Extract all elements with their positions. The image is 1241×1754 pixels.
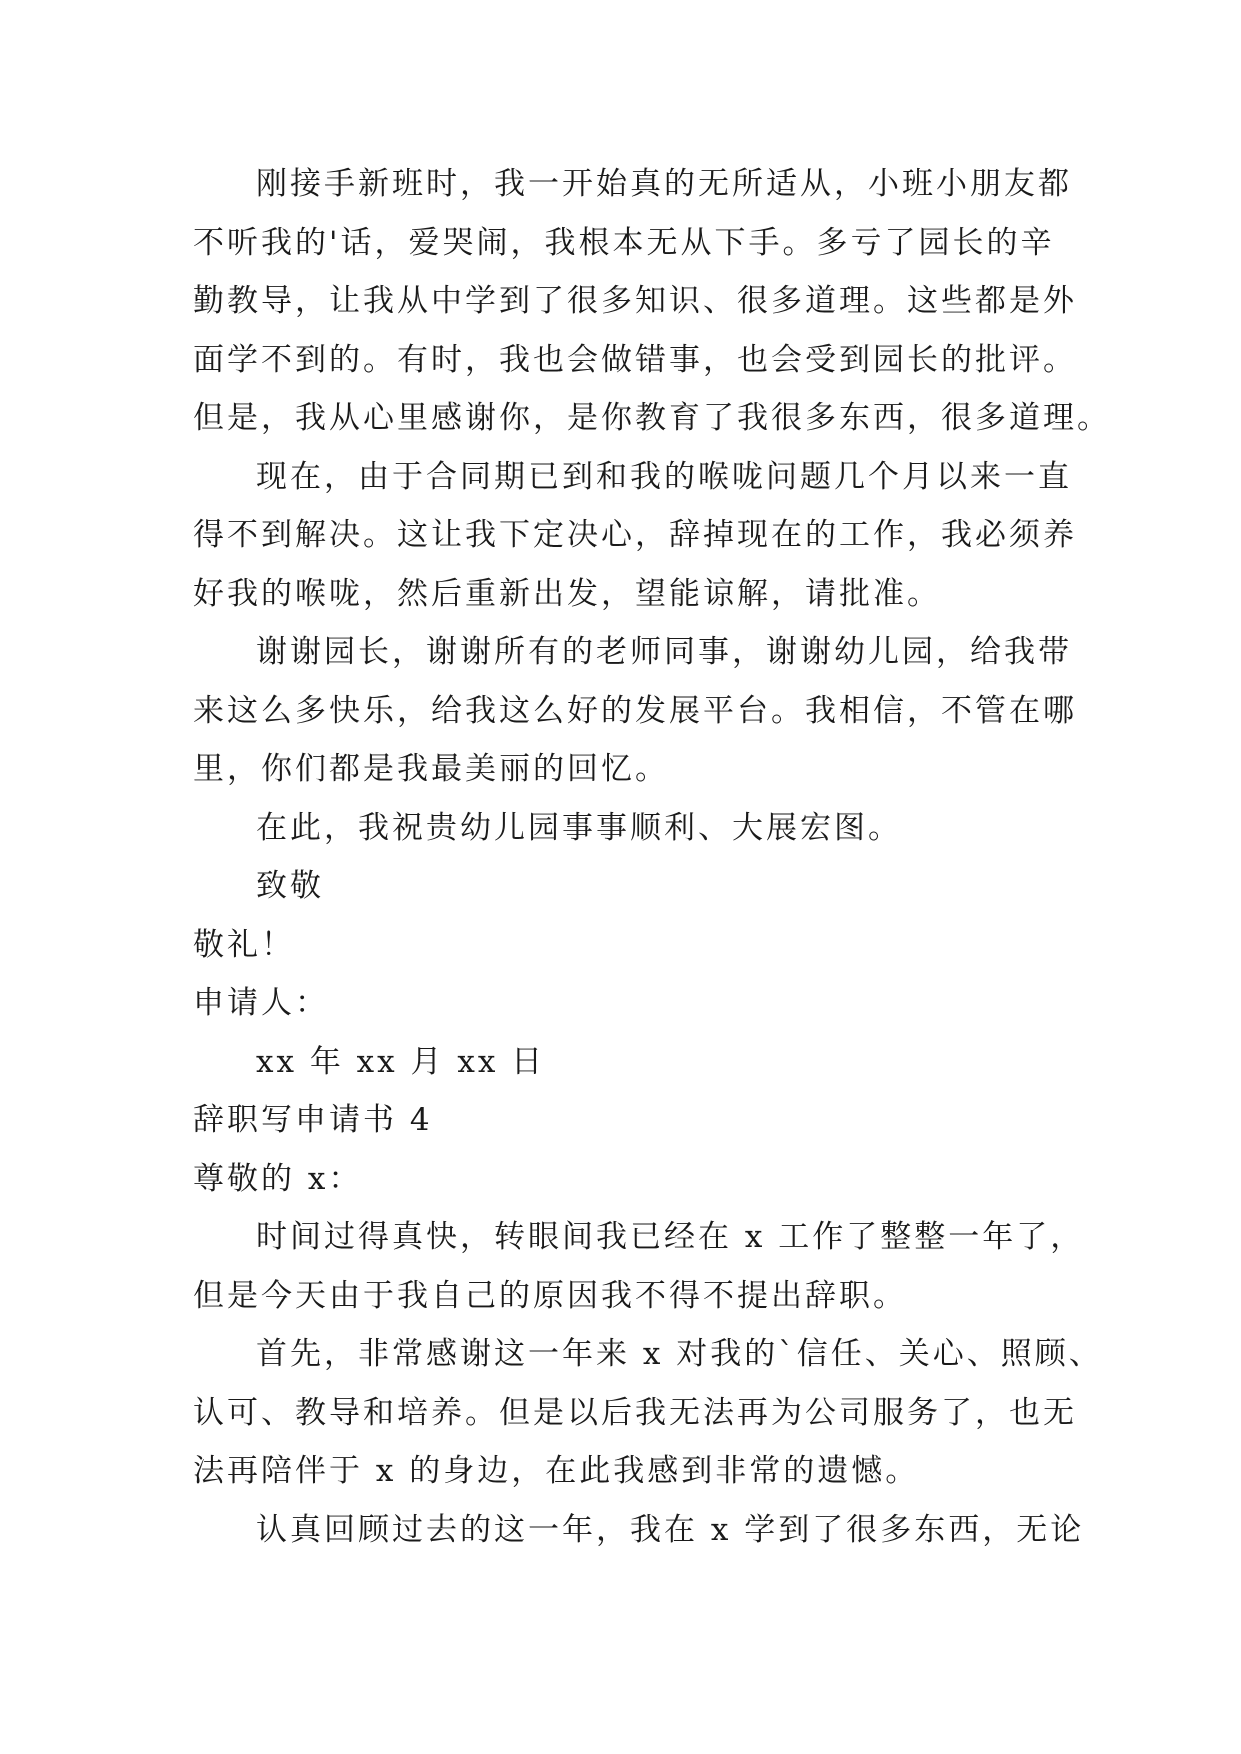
text-line: 但是，我从心里感谢你，是你教育了我很多东西，很多道理。 <box>193 400 1111 436</box>
applicant-label: 申请人： <box>193 985 329 1021</box>
text-line: 勤教导，让我从中学到了很多知识、很多道理。这些都是外 <box>193 283 1077 319</box>
text-line: 好我的喉咙，然后重新出发，望能谅解，请批准。 <box>193 575 941 612</box>
text-line: 现在，由于合同期已到和我的喉咙问题几个月以来一直 <box>256 458 1072 495</box>
text-line: 但是今天由于我自己的原因我不得不提出辞职。 <box>193 1277 907 1314</box>
section-title: 辞职写申请书 4 <box>193 1102 433 1138</box>
text-line: 面学不到的。有时，我也会做错事，也会受到园长的批评。 <box>193 341 1077 378</box>
text-line: 刚接手新班时，我一开始真的无所适从，小班小朋友都 <box>256 166 1072 202</box>
text-line: 法再陪伴于 x 的身边，在此我感到非常的遗憾。 <box>193 1453 920 1489</box>
letter-body <box>193 155 1111 1559</box>
text-line: 认真回顾过去的这一年，我在 x 学到了很多东西，无论 <box>256 1511 1085 1548</box>
text-line: 得不到解决。这让我下定决心，辞掉现在的工作，我必须养 <box>193 517 1077 553</box>
text-line: 首先，非常感谢这一年来 x 对我的`信任、关心、照顾、 <box>256 1336 1103 1372</box>
greeting: 尊敬的 x： <box>193 1160 363 1197</box>
text-line: 里，你们都是我最美丽的回忆。 <box>193 751 669 787</box>
text-line: 在此，我祝贵幼儿园事事顺利、大展宏图。 <box>256 809 902 846</box>
text-line: 认可、教导和培养。但是以后我无法再为公司服务了，也无 <box>193 1394 1077 1431</box>
text-line: 谢谢园长，谢谢所有的老师同事，谢谢幼儿园，给我带 <box>256 634 1072 670</box>
text-line: 来这么多快乐，给我这么好的发展平台。我相信，不管在哪 <box>193 692 1077 729</box>
text-line: 不听我的'话，爱哭闹，我根本无从下手。多亏了园长的辛 <box>193 224 1055 261</box>
closing-salutation: 致敬 <box>256 868 324 904</box>
closing-regards: 敬礼！ <box>193 926 295 963</box>
text-line: 时间过得真快，转眼间我已经在 x 工作了整整一年了， <box>256 1219 1085 1255</box>
date-line: xx 年 xx 月 xx 日 <box>256 1043 546 1080</box>
